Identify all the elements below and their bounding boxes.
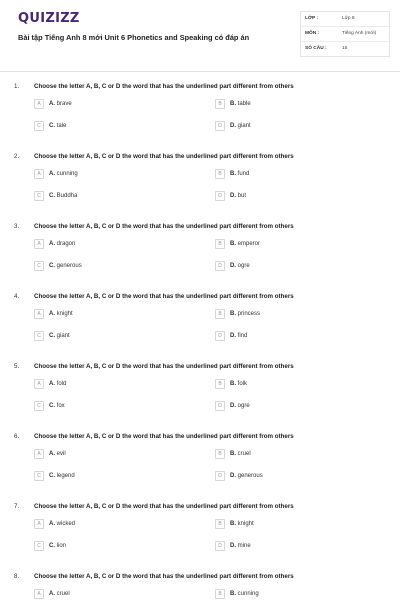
question-prompt: Choose the letter A, B, C or D the word that has the underlined part different from others [34,503,294,510]
answer-option-d[interactable] [215,121,385,132]
option-letter-box[interactable]: B [215,519,225,529]
answer-option-c[interactable] [34,121,204,132]
question-prompt: Choose the letter A, B, C or D the word that has the underlined part different from others [34,293,294,300]
answer-option-d[interactable] [215,191,385,202]
question-prompt: Choose the letter A, B, C or D the word that has the underlined part different from others [34,223,294,230]
option-letter: A. [49,171,55,177]
option-letter: B. [230,381,236,387]
option-label [230,591,259,597]
option-word: evil [56,451,66,457]
option-word: wicked [56,521,76,527]
option-letter-box[interactable]: A [34,309,44,319]
option-label [49,381,66,387]
question-item [0,142,400,212]
page-title: Bài tập Tiếng Anh 8 mới Unit 6 Phonetics and Speaking có đáp án [18,33,250,42]
option-letter: B. [230,311,236,317]
option-word: fund [237,171,250,177]
answer-option-b[interactable] [215,379,385,390]
option-letter: A. [49,311,55,317]
question-number: 6. [14,433,20,440]
option-word: Buddha [56,193,78,199]
answer-option-b[interactable] [215,169,385,180]
option-letter-box[interactable]: A [34,519,44,529]
option-label [49,333,70,339]
question-number: 1. [14,83,20,90]
question-number: 3. [14,223,20,230]
option-letter-box[interactable]: C [34,401,44,411]
option-letter: A. [49,381,55,387]
option-label [49,171,78,177]
option-word: cunning [56,171,78,177]
option-word: lion [56,543,67,549]
question-prompt: Choose the letter A, B, C or D the word that has the underlined part different from others [34,573,294,580]
option-word: princess [237,311,261,317]
option-label [49,543,66,549]
option-letter-box[interactable]: C [34,191,44,201]
answer-option-d[interactable] [215,471,385,482]
option-letter-box[interactable]: B [215,449,225,459]
answer-option-b[interactable] [215,99,385,110]
info-value: 15 [342,46,348,51]
option-label [230,543,251,549]
option-letter: C. [49,403,55,409]
option-word: folk [237,381,248,387]
option-label [230,333,247,339]
option-letter-box[interactable]: B [215,379,225,389]
option-letter: D. [230,403,236,409]
question-item [0,212,400,282]
option-label [49,123,66,129]
option-word: ogre [237,263,250,269]
option-word: ogre [237,403,250,409]
answer-option-b[interactable] [215,449,385,460]
option-letter-box[interactable]: B [215,309,225,319]
page-header [0,0,400,72]
option-label [49,241,75,247]
answer-option-d[interactable] [215,331,385,342]
info-row-count [301,42,391,57]
answer-option-c[interactable] [34,541,204,552]
option-letter-box[interactable]: D [215,191,225,201]
option-letter: B. [230,101,236,107]
option-word: tale [56,123,67,129]
answer-option-d[interactable] [215,541,385,552]
info-row-class [301,12,391,27]
answer-option-a[interactable] [34,449,204,460]
question-item [0,352,400,422]
option-letter: C. [49,473,55,479]
option-letter-box[interactable]: C [34,261,44,271]
option-label [49,591,70,597]
answer-option-c[interactable] [34,401,204,412]
option-letter-box[interactable]: A [34,99,44,109]
question-item [0,72,400,142]
option-letter: D. [230,333,236,339]
quizizz-logo: QUIZIZZ [18,11,80,26]
option-letter: A. [49,241,55,247]
option-label [49,451,66,457]
option-letter: A. [49,451,55,457]
question-prompt: Choose the letter A, B, C or D the word that has the underlined part different from others [34,433,294,440]
answer-option-b[interactable] [215,309,385,320]
option-letter: D. [230,473,236,479]
option-word: cruel [56,591,70,597]
option-letter: D. [230,263,236,269]
answer-option-c[interactable] [34,471,204,482]
info-value: Lớp 8 [342,16,355,21]
option-label [230,263,250,269]
option-letter: C. [49,543,55,549]
answer-option-a[interactable] [34,309,204,320]
info-label: SỐ CÂU : [305,46,327,51]
option-letter-box[interactable]: B [215,239,225,249]
option-label [230,521,254,527]
option-label [230,101,251,107]
option-word: giant [56,333,70,339]
info-box [300,11,390,57]
question-number: 2. [14,153,20,160]
option-letter: D. [230,193,236,199]
option-letter: B. [230,241,236,247]
option-letter: B. [230,171,236,177]
question-prompt: Choose the letter A, B, C or D the word that has the underlined part different from others [34,363,294,370]
option-letter: D. [230,123,236,129]
answer-option-a[interactable] [34,589,204,600]
option-letter-box[interactable]: A [34,169,44,179]
question-prompt: Choose the letter A, B, C or D the word that has the underlined part different from others [34,153,294,160]
option-word: emperor [237,241,261,247]
option-letter: C. [49,333,55,339]
question-number: 5. [14,363,20,370]
question-prompt: Choose the letter A, B, C or D the word that has the underlined part different from others [34,83,294,90]
option-label [230,123,251,129]
option-letter: C. [49,193,55,199]
option-letter: A. [49,101,55,107]
option-letter-box[interactable]: B [215,99,225,109]
option-word: knight [56,311,73,317]
answer-option-d[interactable] [215,261,385,272]
question-number: 7. [14,503,20,510]
option-label [49,473,75,479]
option-letter: A. [49,591,55,597]
option-letter-box[interactable]: C [34,471,44,481]
answer-option-a[interactable] [34,379,204,390]
option-label [230,241,260,247]
option-letter-box[interactable]: A [34,589,44,599]
option-letter-box[interactable]: B [215,589,225,599]
option-label [49,101,72,107]
option-word: table [237,101,251,107]
option-label [230,311,260,317]
question-item [0,422,400,492]
option-word: giant [237,123,251,129]
option-letter-box[interactable]: C [34,541,44,551]
question-number: 4. [14,293,20,300]
option-letter: B. [230,451,236,457]
option-letter-box[interactable]: B [215,169,225,179]
option-word: mine [237,543,251,549]
option-label [230,193,246,199]
option-letter: D. [230,543,236,549]
answer-option-a[interactable] [34,519,204,530]
option-word: cunning [237,591,259,597]
option-letter: B. [230,521,236,527]
option-letter: A. [49,521,55,527]
option-label [230,171,249,177]
option-label [49,193,77,199]
option-letter: B. [230,591,236,597]
answer-option-b[interactable] [215,239,385,250]
option-letter: C. [49,123,55,129]
option-label [49,403,65,409]
answer-option-c[interactable] [34,191,204,202]
option-label [230,451,251,457]
question-item [0,562,400,600]
option-letter-box[interactable]: D [215,471,225,481]
answer-option-c[interactable] [34,331,204,342]
option-label [49,311,73,317]
option-word: brave [56,101,72,107]
info-label: LỚP : [305,16,319,21]
answer-option-b[interactable] [215,519,385,530]
option-letter-box[interactable]: C [34,121,44,131]
question-item [0,282,400,352]
question-item [0,492,400,562]
question-number: 8. [14,573,20,580]
answer-option-c[interactable] [34,261,204,272]
option-word: find [237,333,248,339]
option-letter-box[interactable]: D [215,261,225,271]
option-word: knight [237,521,254,527]
option-word: fold [56,381,67,387]
answer-option-b[interactable] [215,589,385,600]
option-letter-box[interactable]: D [215,541,225,551]
option-label [230,473,263,479]
option-letter-box[interactable]: A [34,239,44,249]
option-label [230,381,247,387]
option-word: cruel [237,451,251,457]
option-word: fox [56,403,65,409]
answer-option-d[interactable] [215,401,385,412]
option-word: legend [56,473,75,479]
option-word: but [237,193,247,199]
option-label [49,521,75,527]
info-label: MÔN : [305,31,320,36]
option-letter-box[interactable]: A [34,379,44,389]
option-label [49,263,82,269]
answer-option-a[interactable] [34,239,204,250]
option-letter-box[interactable]: A [34,449,44,459]
option-letter-box[interactable]: D [215,401,225,411]
info-row-subject [301,27,391,42]
answer-option-a[interactable] [34,99,204,110]
option-word: dragon [56,241,76,247]
option-word: generous [237,473,263,479]
option-word: generous [56,263,82,269]
answer-option-a[interactable] [34,169,204,180]
option-label [230,403,250,409]
info-value: Tiếng Anh (mới) [342,31,377,36]
option-letter-box[interactable]: D [215,331,225,341]
option-letter-box[interactable]: C [34,331,44,341]
option-letter: C. [49,263,55,269]
option-letter-box[interactable]: D [215,121,225,131]
